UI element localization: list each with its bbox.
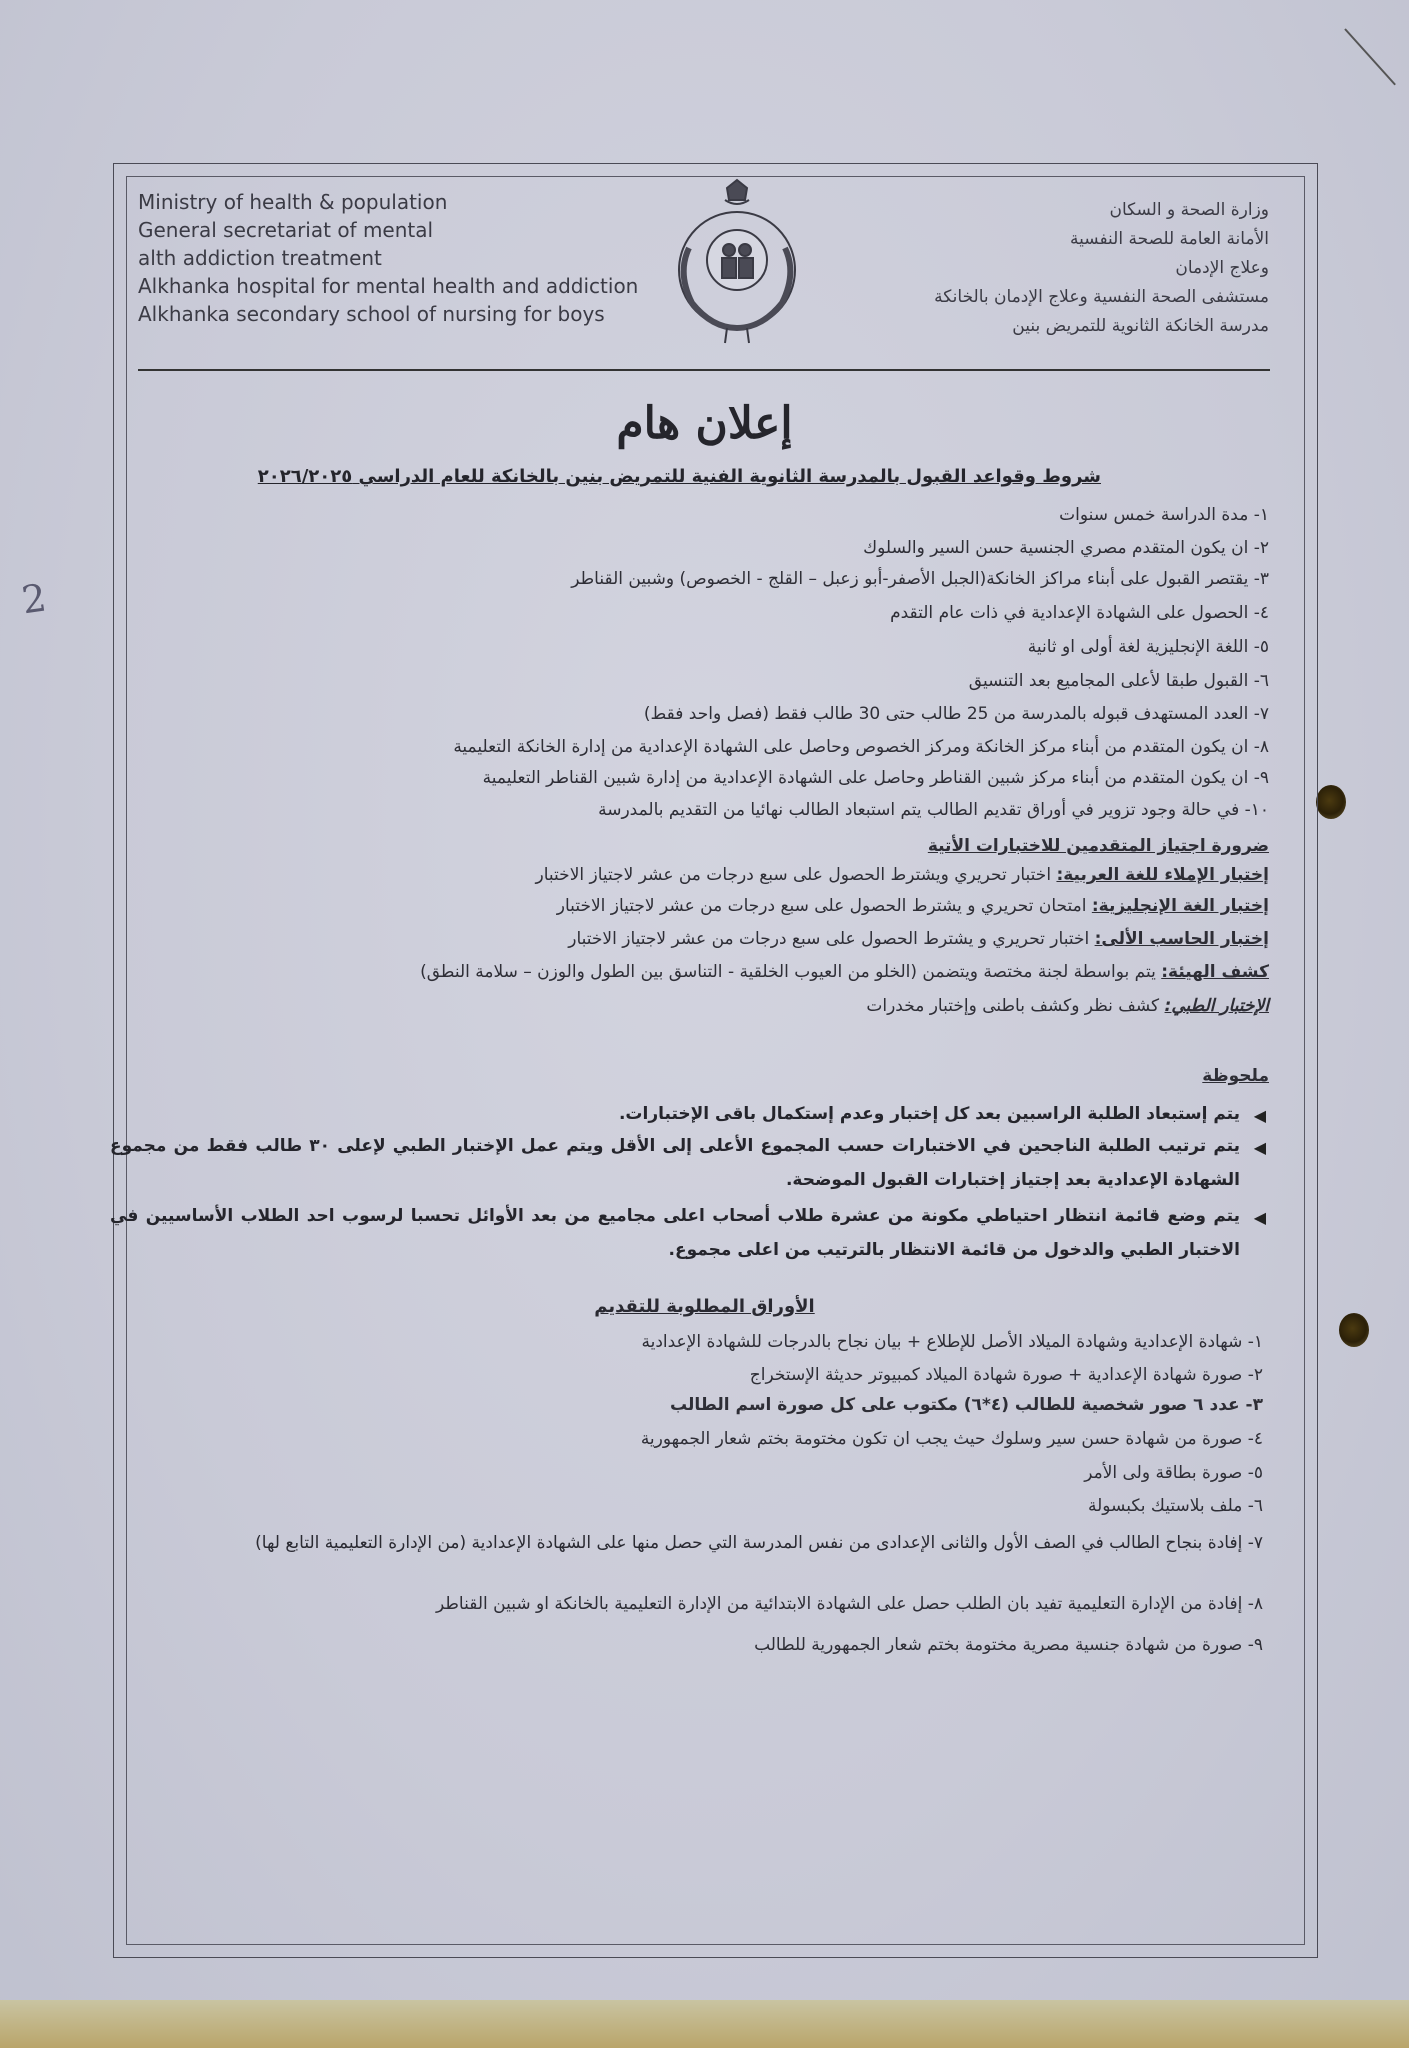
arrow-bullet-icon: ◀ — [1253, 1138, 1266, 1157]
test-item — [420, 962, 1269, 982]
paper-item: ٢- صورة شهادة الإعدادية + صورة شهادة الميلاد كمبيوتر حديثة الإستخراج — [749, 1365, 1263, 1385]
test-label: إختبار الغة الإنجليزية: — [1091, 896, 1269, 916]
paper-item: ٣- عدد ٦ صور شخصية للطالب (٤*٦) مكتوب على كل صورة اسم الطالب — [670, 1395, 1263, 1415]
paper-item: ٥- صورة بطاقة ولى الأمر — [1084, 1463, 1263, 1483]
test-text: اختبار تحريري ويشترط الحصول على سبع درجات من عشر لاجتياز الاختبار — [535, 865, 1057, 885]
note-text: يتم وضع قائمة انتظار احتياطي مكونة من عشرة طلاب أصحاب اعلى مجاميع من بعد الأوائل تحسبا لرسوب احد الطلاب الأساسيين في الاختبار الطبي والدخول من قائمة الانتظار بالترتيب من اعلى مجموع. — [110, 1206, 1240, 1260]
note-item — [110, 1097, 1266, 1131]
header-divider — [138, 369, 1270, 371]
punch-hole-top — [1316, 785, 1346, 819]
paper-item: ٦- ملف بلاستيك بكبسولة — [1087, 1496, 1263, 1516]
test-label: الإختبار الطبي: — [1164, 996, 1269, 1016]
test-label: إختبار الإملاء للغة العربية: — [1056, 865, 1269, 885]
announcement-title: إعلان هام — [616, 398, 793, 449]
note-item — [110, 1199, 1266, 1267]
punch-hole-bottom — [1339, 1313, 1369, 1347]
papers-heading: الأوراق المطلوبة للتقديم — [594, 1296, 815, 1317]
header-ar-line: مدرسة الخانكة الثانوية للتمريض بنين — [1012, 316, 1269, 336]
header-ar-line: وزارة الصحة و السكان — [1109, 200, 1269, 220]
test-text: كشف نظر وكشف باطنى وإختبار مخدرات — [866, 996, 1165, 1016]
paper-item: ٧- إفادة بنجاح الطالب في الصف الأول والثانى الإعدادى من نفس المدرسة التي حصل منها على الشهادة الإعدادية (من الإدارة التعليمية التابع لها) — [255, 1533, 1263, 1553]
condition-item: ٣- يقتصر القبول على أبناء مراكز الخانكة(الجبل الأصفر-أبو زعبل – القلج - الخصوص) وشبين القناطر — [571, 569, 1269, 589]
arrow-bullet-icon: ◀ — [1253, 1208, 1266, 1227]
paper-item: ٨- إفادة من الإدارة التعليمية تفيد بان الطلب حصل على الشهادة الابتدائية من الإدارة التعليمية بالخانكة او شبين القناطر — [436, 1594, 1263, 1614]
header-en-line: alth addiction treatment — [138, 246, 382, 270]
condition-item: ١- مدة الدراسة خمس سنوات — [1059, 505, 1269, 525]
test-item — [557, 896, 1269, 916]
header-arabic — [849, 196, 1269, 341]
condition-item: ٥- اللغة الإنجليزية لغة أولى او ثانية — [1027, 637, 1269, 657]
condition-item: ٧- العدد المستهدف قبوله بالمدرسة من 25 طالب حتى 30 طالب فقط (فصل واحد فقط) — [643, 704, 1269, 724]
handwritten-margin-mark: 2 — [19, 575, 50, 623]
condition-item: ٤- الحصول على الشهادة الإعدادية في ذات عام التقدم — [890, 603, 1269, 623]
test-item — [536, 865, 1269, 885]
paper-item: ٤- صورة من شهادة حسن سير وسلوك حيث يجب ان تكون مختومة بختم شعار الجمهورية — [640, 1429, 1263, 1449]
test-text: اختبار تحريري و يشترط الحصول على سبع درجات من عشر لاجتياز الاختبار — [568, 929, 1095, 949]
note-text: يتم إستبعاد الطلبة الراسبين بعد كل إختبار وعدم إستكمال باقى الإختبارات. — [618, 1104, 1240, 1124]
test-text: امتحان تحريري و يشترط الحصول على سبع درجات من عشر لاجتياز الاختبار — [556, 896, 1092, 916]
ministry-logo — [667, 178, 807, 348]
announcement-subtitle: شروط وقواعد القبول بالمدرسة الثانوية الفنية للتمريض بنين بالخانكة للعام الدراسي ٢٠٢٦/٢٠٢٥ — [257, 466, 1101, 487]
test-text: يتم بواسطة لجنة مختصة ويتضمن (الخلو من العيوب الخلقية - التناسق بين الطول والوزن – سلامة النطق) — [420, 962, 1162, 982]
arrow-bullet-icon: ◀ — [1253, 1106, 1266, 1125]
table-surface — [0, 2000, 1409, 2048]
condition-item: ٨- ان يكون المتقدم من أبناء مركز الخانكة ومركز الخصوص وحاصل على الشهادة الإعدادية من إدارة الخانكة التعليمية — [453, 737, 1269, 757]
header-en-line: General secretariat of mental — [138, 218, 434, 242]
condition-item: ٩- ان يكون المتقدم من أبناء مركز شبين القناطر وحاصل على الشهادة الإعدادية من إدارة شبين القناطر التعليمية — [482, 768, 1269, 788]
header-en-line: Ministry of health & population — [138, 190, 448, 214]
header-ar-line: مستشفى الصحة النفسية وعلاج الإدمان بالخانكة — [934, 287, 1269, 307]
note-item — [110, 1129, 1266, 1197]
condition-item: ٢- ان يكون المتقدم مصري الجنسية حسن السير والسلوك — [863, 538, 1269, 558]
tests-heading: ضرورة اجتياز المتقدمين للاختبارات الأتية — [927, 836, 1269, 856]
note-text: يتم ترتيب الطلبة الناجحين في الاختبارات حسب المجموع الأعلى إلى الأقل ويتم عمل الإختبار الطبي لإعلى ٣٠ طالب فقط من مجموع الشهادة الإعدادية بعد إجتياز إختبارات القبول الموضحة. — [110, 1136, 1240, 1190]
paper-item: ١- شهادة الإعدادية وشهادة الميلاد الأصل للإطلاع + بيان نجاح بالدرجات للشهادة الإعدادية — [641, 1332, 1263, 1352]
test-item — [866, 996, 1269, 1016]
header-english — [138, 188, 658, 328]
test-item — [568, 929, 1269, 949]
header-en-line: Alkhanka secondary school of nursing for boys — [138, 302, 605, 326]
notes-heading: ملحوظة — [1202, 1066, 1269, 1086]
header-ar-line: الأمانة العامة للصحة النفسية — [1070, 229, 1269, 249]
header-ar-line: وعلاج الإدمان — [1175, 258, 1269, 278]
header-en-line: Alkhanka hospital for mental health and addiction — [138, 274, 639, 298]
condition-item: ٦- القبول طبقا لأعلى المجاميع بعد التنسيق — [968, 671, 1269, 691]
test-label: إختبار الحاسب الألى: — [1094, 929, 1269, 949]
paper-item: ٩- صورة من شهادة جنسية مصرية مختومة بختم شعار الجمهورية للطالب — [754, 1635, 1263, 1655]
condition-item: ١٠- في حالة وجود تزوير في أوراق تقديم الطالب يتم استبعاد الطالب نهائيا من التقديم بالمدرسة — [598, 800, 1269, 820]
test-label: كشف الهيئة: — [1161, 962, 1269, 982]
